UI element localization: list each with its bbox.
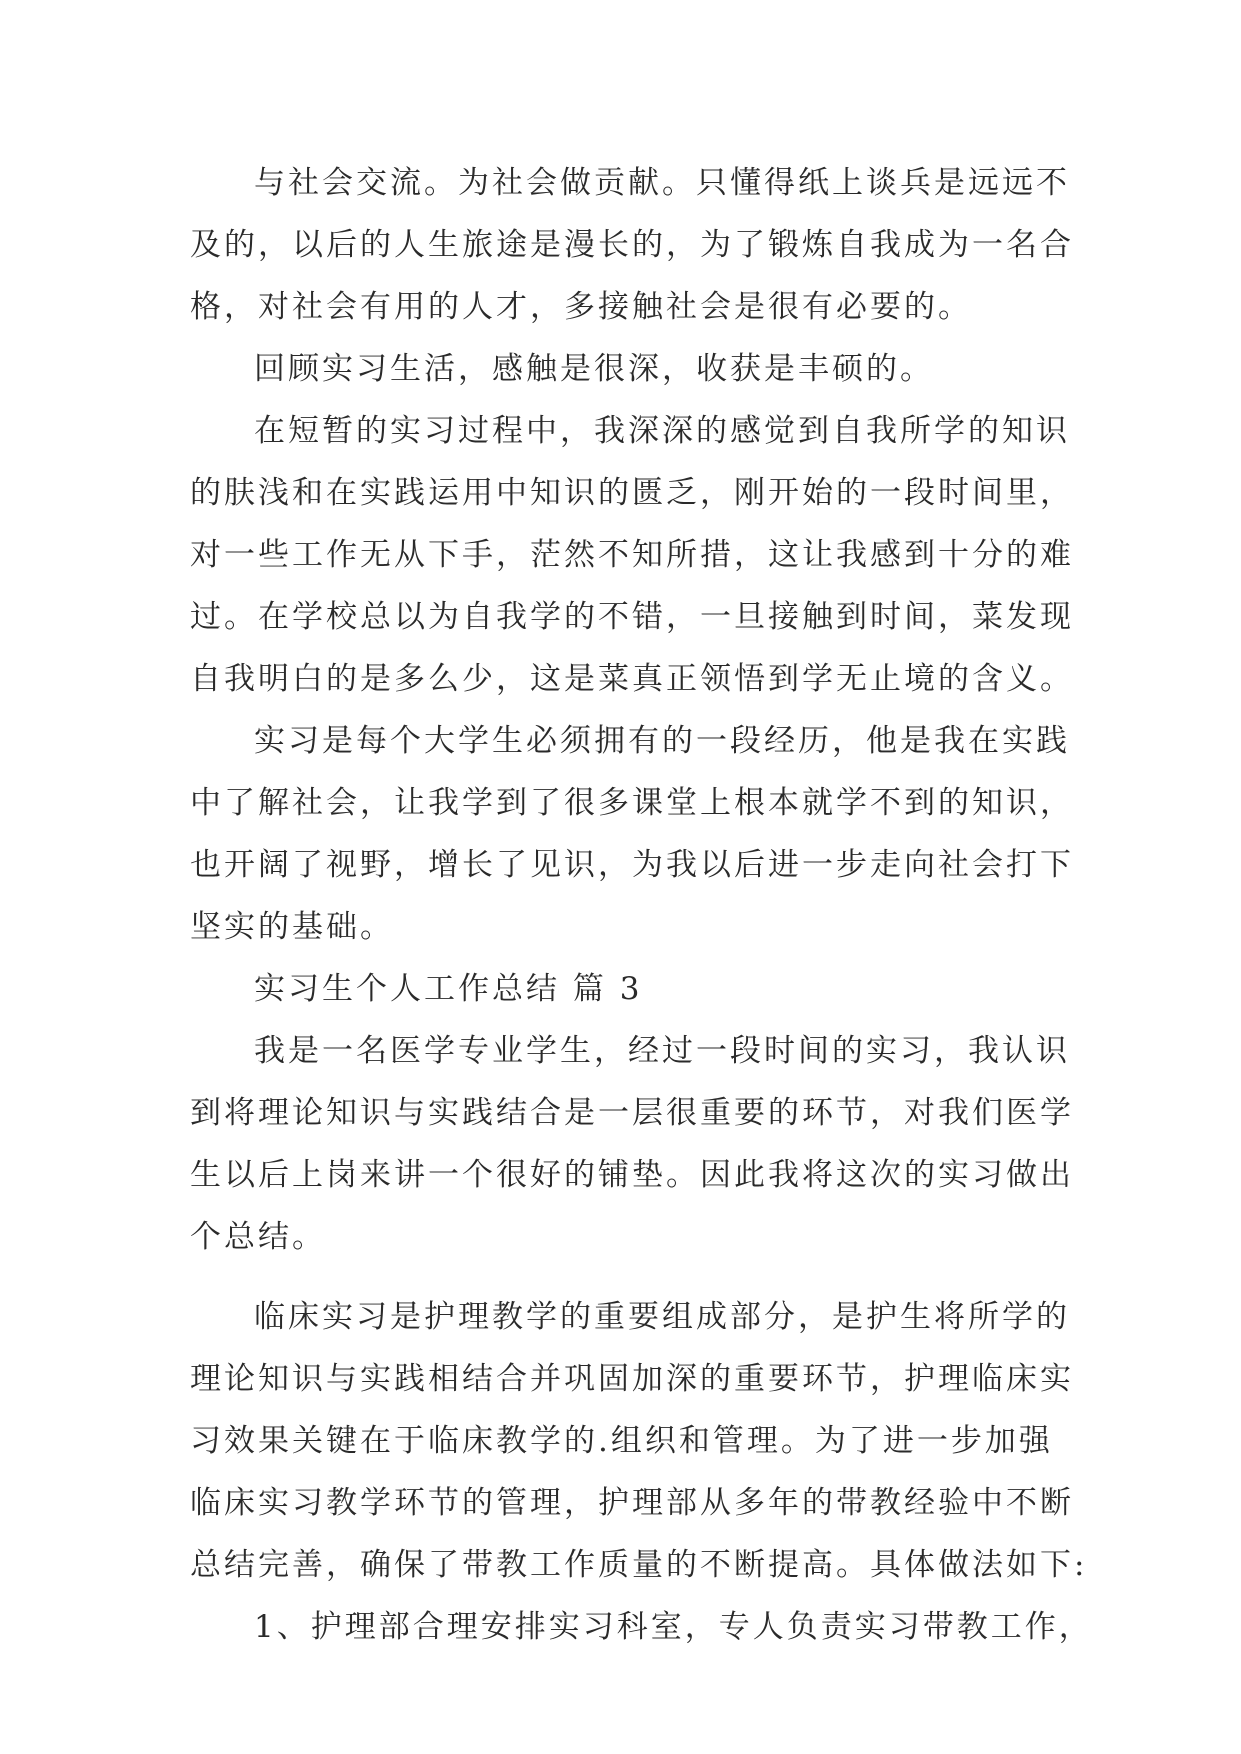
paragraph-line: 坚实的基础。 bbox=[190, 909, 394, 945]
paragraph-line: 及的，以后的人生旅途是漫长的，为了锻炼自我成为一名合 bbox=[190, 227, 1074, 263]
paragraph-line: 格，对社会有用的人才，多接触社会是很有必要的。 bbox=[190, 289, 972, 325]
paragraph-line: 实习是每个大学生必须拥有的一段经历，他是我在实践 bbox=[254, 723, 1070, 759]
paragraph-line: 习效果关键在于临床教学的.组织和管理。为了进一步加强 bbox=[190, 1423, 1053, 1459]
paragraph-line: 中了解社会，让我学到了很多课堂上根本就学不到的知识， bbox=[190, 785, 1074, 821]
paragraph-line: 自我明白的是多么少，这是菜真正领悟到学无止境的含义。 bbox=[190, 661, 1074, 697]
paragraph-line: 在短暂的实习过程中，我深深的感觉到自我所学的知识 bbox=[254, 413, 1070, 449]
paragraph-line: 理论知识与实践相结合并巩固加深的重要环节，护理临床实 bbox=[190, 1361, 1074, 1397]
paragraph-line: 与社会交流。为社会做贡献。只懂得纸上谈兵是远远不 bbox=[254, 165, 1070, 201]
paragraph-line: 我是一名医学专业学生，经过一段时间的实习，我认识 bbox=[254, 1033, 1070, 1069]
section-heading: 实习生个人工作总结 篇 3 bbox=[254, 971, 643, 1007]
paragraph-line: 的肤浅和在实践运用中知识的匮乏，刚开始的一段时间里， bbox=[190, 475, 1074, 511]
paragraph-line: 生以后上岗来讲一个很好的铺垫。因此我将这次的实习做出 bbox=[190, 1157, 1074, 1193]
paragraph-line: 1、护理部合理安排实习科室，专人负责实习带教工作， bbox=[254, 1609, 1093, 1645]
paragraph-line: 临床实习是护理教学的重要组成部分，是护生将所学的 bbox=[254, 1299, 1070, 1335]
paragraph-line: 过。在学校总以为自我学的不错，一旦接触到时间，菜发现 bbox=[190, 599, 1074, 635]
document-body bbox=[190, 152, 1093, 1658]
paragraph-gap bbox=[190, 1268, 1056, 1286]
paragraph-line: 总结完善，确保了带教工作质量的不断提高。具体做法如下: bbox=[190, 1547, 1088, 1583]
paragraph-line: 临床实习教学环节的管理，护理部从多年的带教经验中不断 bbox=[190, 1485, 1074, 1521]
paragraph-line: 到将理论知识与实践结合是一层很重要的环节，对我们医学 bbox=[190, 1095, 1074, 1131]
paragraph-line: 回顾实习生活，感触是很深，收获是丰硕的。 bbox=[254, 351, 934, 387]
paragraph-line: 对一些工作无从下手，茫然不知所措，这让我感到十分的难 bbox=[190, 537, 1074, 573]
paragraph-line: 也开阔了视野，增长了见识，为我以后进一步走向社会打下 bbox=[190, 847, 1074, 883]
paragraph-line: 个总结。 bbox=[190, 1219, 326, 1255]
